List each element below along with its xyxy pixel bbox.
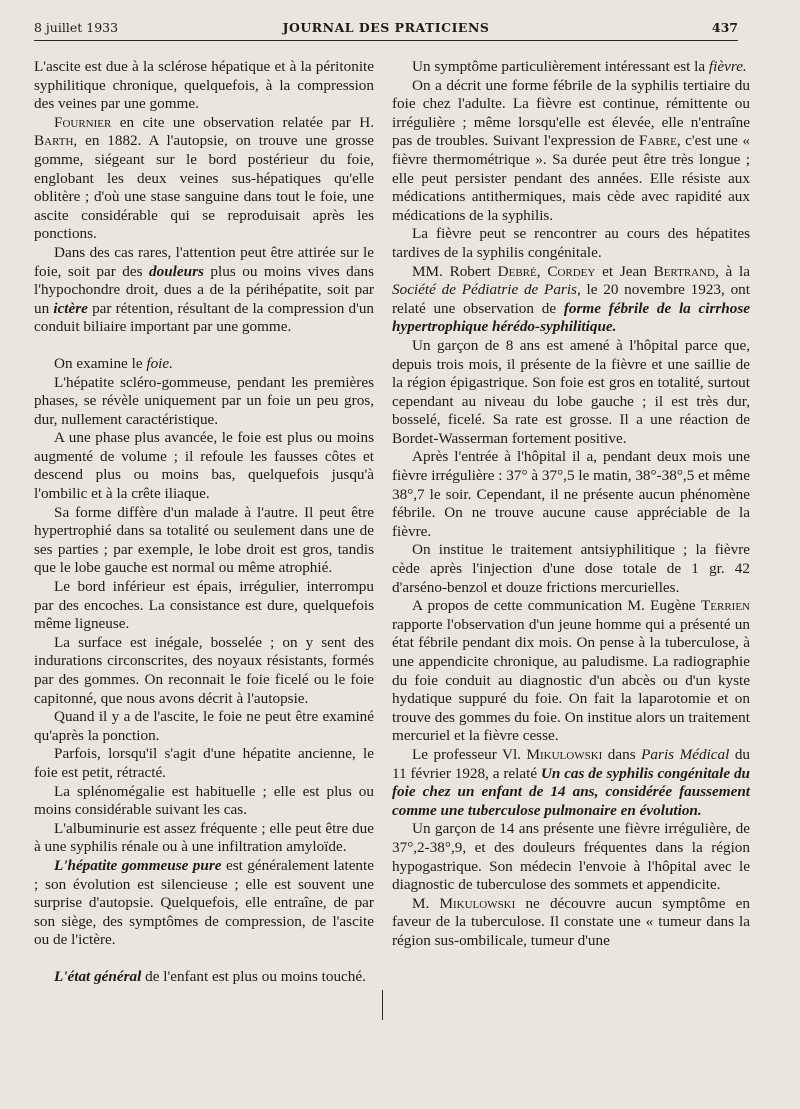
paragraph: MM. Robert Debré, Cordey et Jean Bertrand, à la Société de Pédiatrie de Paris, le 20 novembre 1923, ont relaté une observation de forme fébrile de la cirrhose hypertrophique hérédo-syphilitique. [392, 262, 751, 336]
column-rule [382, 990, 383, 1020]
paragraph: Dans des cas rares, l'attention peut être attirée sur le foie, soit par des douleurs plus ou moins vives dans l'hypochondre droit, dues a de la périhépatite, soit par un ictère par rétention, résultant de la compression d'un conduit biliaire important par une gomme. [34, 243, 375, 336]
paragraph: Sa forme diffère d'un malade à l'autre. Il peut être hypertrophié dans sa totalité ou seulement dans une de ses parties ; par exemple, le lobe droit est gros, tandis que le lobe gauche est normal ou même atrophié. [34, 503, 374, 577]
paragraph: On a décrit une forme fébrile de la syphilis tertiaire du foie chez l'adulte. La fièvre est continue, rémittente ou irrégulière ; même lorsqu'elle est élevée, elle n'entraîne pas de troubles. Suivant l'expression de Fabre, c'est une « fièvre thermométrique ». Sa durée peut être très longue ; elle peut persister pendant des années. Elle résiste aux médications antithermiques, mais cède avec rapidité aux médications de la syphilis. [392, 76, 751, 224]
paragraph: L'état général de l'enfant est plus ou moins touché. [54, 967, 366, 985]
paragraph: Le professeur Vl. Mikulowski dans Paris Médical du 11 février 1928, a relaté Un cas de syphilis congénitale du foie chez un enfant de 14 ans, considérée faussement comme une tuberculose pulmonaire en évolution. [392, 745, 751, 819]
paragraph: Quand il y a de l'ascite, le foie ne peut être examiné qu'après la ponction. [34, 708, 374, 744]
paragraph: La splénomégalie est habituelle ; elle est plus ou moins considérable suivant les cas. [34, 782, 374, 819]
paragraph: On examine le foie. [54, 354, 173, 372]
header-page-number: 437 [711, 20, 738, 35]
paragraph: Un symptôme particulièrement intéressant est la fièvre. [412, 58, 747, 75]
page-header [34, 16, 738, 41]
header-journal-title: JOURNAL DES PRATICIENS [282, 20, 490, 35]
paragraph: Fournier en cite une observation relatée par H. Barth, en 1882. A l'autopsie, on trouve une grosse gomme, siégeant sur le bord postérieur du foie, englobant les deux veines sus-hépatiques qu'elle oblitère ; d'où une stase sanguine dans tout le foie, une ascite considérable qui se reproduisait après les ponctions. [34, 113, 374, 243]
paragraph: Parfois, lorsqu'il s'agit d'une hépatite ancienne, le foie est petit, rétracté. [34, 745, 374, 781]
right-column [392, 58, 750, 951]
paragraph: L'hépatite scléro-gommeuse, pendant les premières phases, se révèle uniquement par un foie un peu gros, dur, nullement caractéristique. [34, 373, 374, 428]
left-column [34, 58, 374, 987]
paragraph: Le bord inférieur est épais, irrégulier, interrompu par des encoches. La consistance est dure, quelquefois même ligneuse. [34, 578, 374, 633]
paragraph: Un garçon de 14 ans présente une fièvre irrégulière, de 37°,2-38°,9, et des douleurs fréquentes dans la région hypogastrique. Son médecin l'envoie à l'hôpital avec le diagnostic de tuberculose des sommets et appendicite. [392, 820, 750, 894]
paragraph: L'albuminurie est assez fréquente ; elle peut être due à une syphilis rénale ou à une infiltration amyloïde. [34, 819, 374, 856]
paragraph: L'hépatite gommeuse pure est généralement latente ; son évolution est silencieuse ; elle est souvent une surprise d'autopsie. Quelquefois, elle entraîne, de par son siège, des symptômes de compression, de l'ascite ou de l'ictère. [34, 856, 374, 949]
paragraph: Un garçon de 8 ans est amené à l'hôpital parce que, depuis trois mois, il présente de la fièvre et une saillie de la région épigastrique. Son foie est gros en totalité, surtout cependant au niveau du lobe gauche ; il est très dur, bosselé, ficelé. Sa rate est grosse. Il a une réaction de Bordet-Wasserman fortement positive. [392, 336, 750, 447]
paragraph: On institue le traitement antsiyphilitique ; la fièvre cède après l'injection d'une dose totale de 1 gr. 42 d'arséno-benzol et douze frictions mercurielles. [392, 541, 750, 596]
paragraph: A une phase plus avancée, le foie est plus ou moins augmenté de volume ; il refoule les fausses côtes et descend plus ou moins bas, quelquefois jusqu'à l'ombilic et à la crête iliaque. [34, 429, 374, 503]
paragraph: La fièvre peut se rencontrer au cours des hépatites tardives de la syphilis congénitale. [392, 225, 750, 261]
paragraph: L'ascite est due à la sclérose hépatique et à la péritonite syphilitique chronique, quelquefois, à la compression des veines par une gomme. [34, 58, 374, 113]
paragraph: A propos de cette communication M. Eugène Terrien rapporte l'observation d'un jeune homme qui a présenté un état fébrile pendant dix mois. On pense à la tuberculose, à une appendicite chronique, au paludisme. La radiographie du foie conduit au diagnostic d'un abcès ou d'un kyste hydatique suppuré du foie. On fait la laparotomie et on trouve des gommes du foie. On institue alors un traitement mercuriel et la fièvre cesse. [392, 597, 750, 745]
paragraph: M. Mikulowski ne découvre aucun symptôme en faveur de la tuberculose. Il constate une « tumeur dans la région sus-ombilicale, tumeur d'une [392, 894, 750, 949]
paragraph: La surface est inégale, bosselée ; on y sent des indurations circonscrites, des noyaux résistants, formés par des gommes. On reconnait le foie ficelé ou le foie capitonné, que nous avons décrit à l'autopsie. [34, 633, 374, 707]
paragraph: Après l'entrée à l'hôpital il a, pendant deux mois une fièvre irrégulière : 37° à 37°,5 le matin, 38°-38°,5 et même 38°,7 le soir. Cependant, il ne présente aucun phénomène fébrile. On ne trouve aucune cause appréciable de la fièvre. [392, 448, 750, 540]
header-date: 8 juillet 1933 [34, 20, 119, 35]
